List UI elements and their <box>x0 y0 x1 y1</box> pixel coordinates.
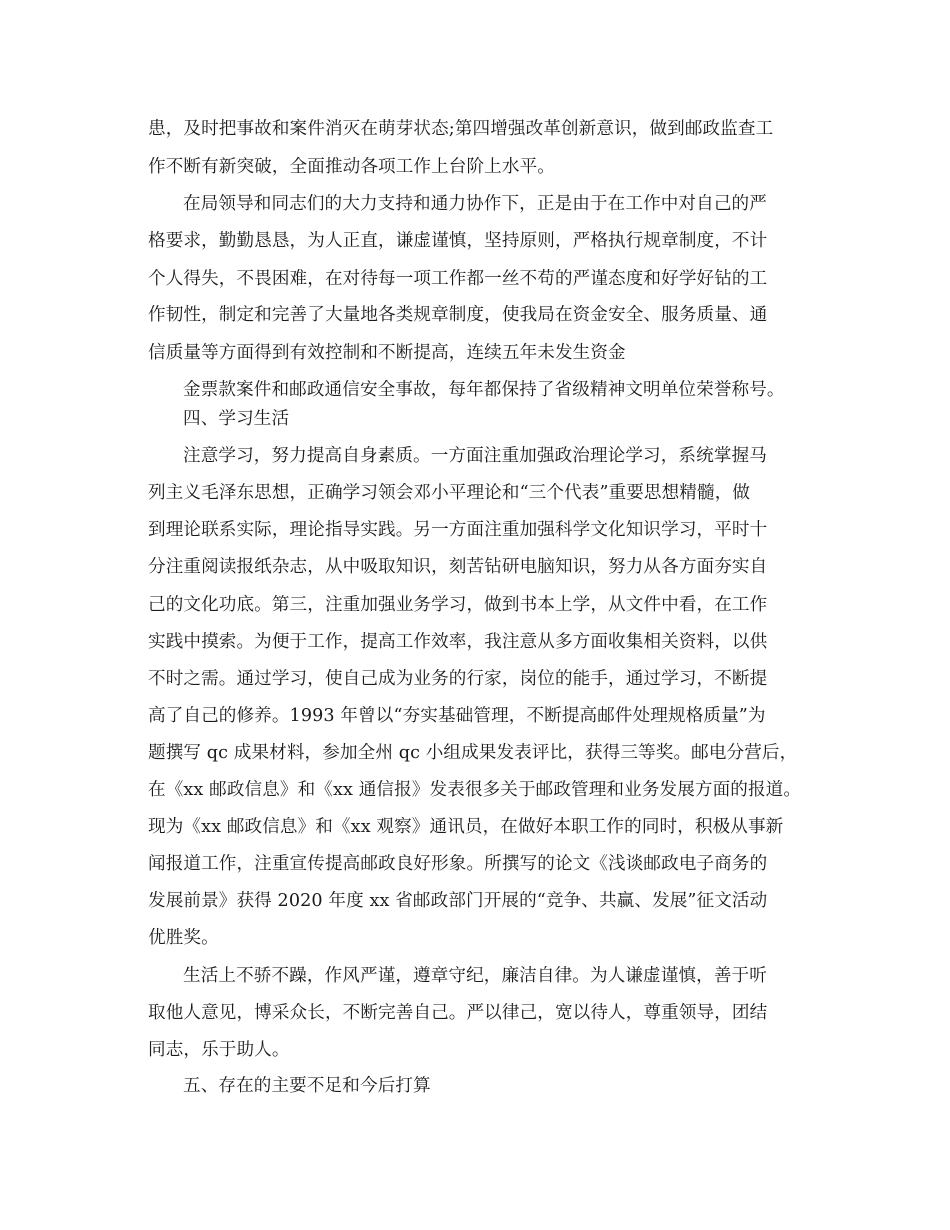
paragraph-first-line: 在局领导和同志们的大力支持和通力协作下，正是由于在工作中对自己的严 <box>183 194 767 214</box>
text-line: 作不断有新突破，全面推动各项工作上台阶上水平。 <box>148 157 555 177</box>
text-line: 同志，乐于助人。 <box>148 1040 290 1060</box>
text-line: 不时之需。通过学习，使自己成为业务的行家，岗位的能手，通过学习，不断提 <box>148 669 768 689</box>
text-line: 取他人意见，博采众长，不断完善自己。严以律己，宽以待人，尊重领导，团结 <box>148 1003 768 1023</box>
paragraph-first-line: 注意学习，努力提高自身素质。一方面注重加强政治理论学习，系统掌握马 <box>183 446 767 466</box>
text-line: 患，及时把事故和案件消灭在萌芽状态;第四增强改革创新意识，做到邮政监查工 <box>148 119 774 139</box>
text-line: 在《xx 邮政信息》和《xx 通信报》发表很多关于邮政管理和业务发展方面的报道。 <box>148 780 802 800</box>
text-line: 到理论联系实际，理论指导实践。另一方面注重加强科学文化知识学习，平时十 <box>148 520 768 540</box>
paragraph-first-line: 生活上不骄不躁，作风严谨，遵章守纪，廉洁自律。为人谦虚谨慎，善于听 <box>183 966 767 986</box>
text-line: 分注重阅读报纸杂志，从中吸取知识，刻苦钻研电脑知识，努力从各方面夯实自 <box>148 557 768 577</box>
text-line: 作韧性，制定和完善了大量地各类规章制度，使我局在资金安全、服务质量、通 <box>148 305 768 325</box>
text-line: 闻报道工作，注重宣传提高邮政良好形象。所撰写的论文《浅谈邮政电子商务的 <box>148 854 768 874</box>
text-line: 信质量等方面得到有效控制和不断提高，连续五年未发生资金 <box>148 343 626 363</box>
text-line: 己的文化功底。第三，注重加强业务学习，做到书本上学，从文件中看，在工作 <box>148 595 768 615</box>
text-line: 实践中摸索。为便于工作，提高工作效率，我注意从多方面收集相关资料，以供 <box>148 632 768 652</box>
paragraph-first-line: 金票款案件和邮政通信安全事故，每年都保持了省级精神文明单位荣誉称号。 <box>183 380 785 400</box>
text-line: 个人得失，不畏困难，在对待每一项工作都一丝不苟的严谨态度和好学好钻的工 <box>148 269 768 289</box>
text-line: 优胜奖。 <box>148 928 219 948</box>
section-heading: 五、存在的主要不足和今后打算 <box>183 1076 431 1096</box>
text-line: 发展前景》获得 2020 年度 xx 省邮政部门开展的“竞争、共赢、发展”征文活动 <box>148 891 768 911</box>
text-line: 列主义毛泽东思想，正确学习领会邓小平理论和“三个代表”重要思想精髓，做 <box>148 483 751 503</box>
text-line: 格要求，勤勤恳恳，为人正直，谦虚谨慎，坚持原则，严格执行规章制度，不计 <box>148 231 768 251</box>
text-line: 高了自己的修养。1993 年曾以“夯实基础管理，不断提高邮件处理规格质量”为 <box>148 706 766 726</box>
section-heading: 四、学习生活 <box>183 409 290 429</box>
text-line: 题撰写 qc 成果材料，参加全州 qc 小组成果发表评比，获得三等奖。邮电分营后， <box>148 743 798 763</box>
text-line: 现为《xx 邮政信息》和《xx 观察》通讯员，在做好本职工作的同时，积极从事新 <box>148 817 784 837</box>
